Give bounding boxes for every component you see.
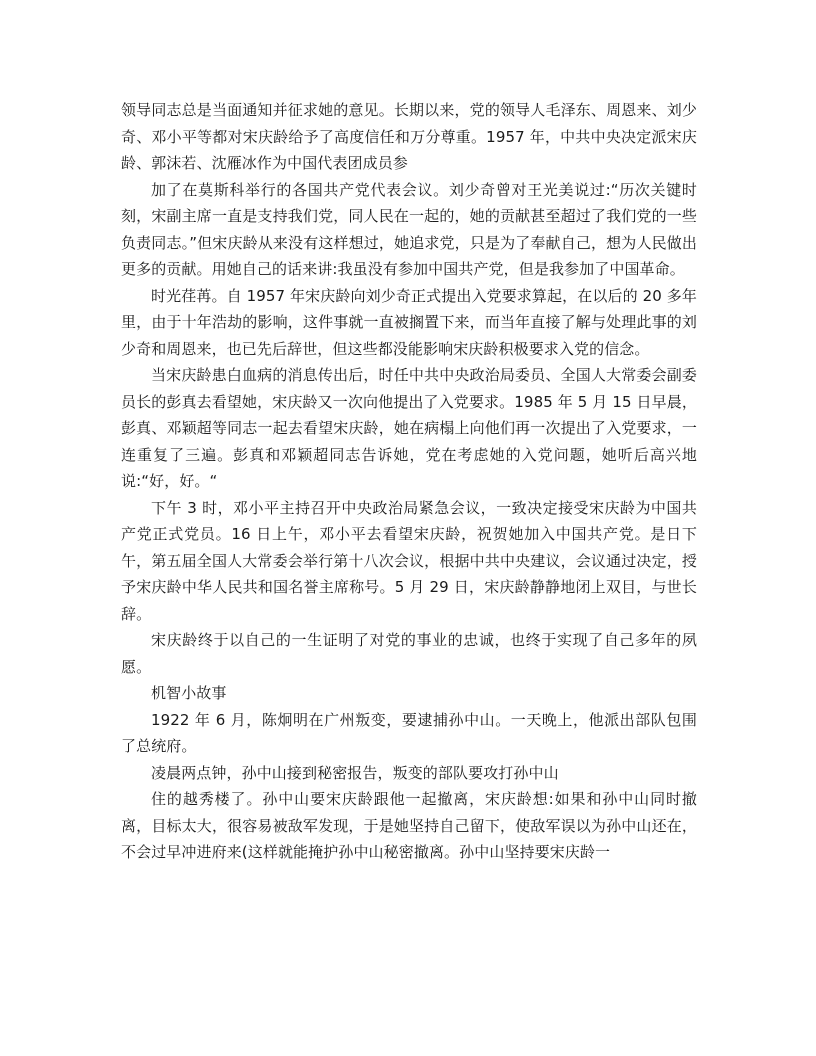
section-heading: 机智小故事 <box>151 684 227 702</box>
paragraph: 加了在莫斯科举行的各国共产党代表会议。刘少奇曾对王光美说过:“历次关键时刻，宋副主席一直是支持我们党，同人民在一起的，她的贡献甚至超过了我们党的一些负责同志。”但宋庆龄从来没有这样想过，她追求党，只是为了奉献自己，想为人民做出更多的贡献。用她自己的话来讲:我虽没有参加中国共产党，但是我参加了中国革命。 <box>121 180 697 278</box>
paragraph: 宋庆龄终于以自己的一生证明了对党的事业的忠诚，也终于实现了自己多年的夙愿。 <box>121 631 697 676</box>
paragraph: 领导同志总是当面通知并征求她的意见。长期以来，党的领导人毛泽东、周恩来、刘少奇、邓小平等都对宋庆龄给予了高度信任和万分尊重。1957 年，中共中央决定派宋庆龄、郭沫若、沈雁冰作为中国代表团成员参 <box>121 101 697 172</box>
paragraph: 凌晨两点钟，孙中山接到秘密报告，叛变的部队要攻打孙中山 <box>151 763 559 782</box>
paragraph: 当宋庆龄患白血病的消息传出后，时任中共中央政治局委员、全国人大常委会副委员长的彭真去看望她，宋庆龄又一次向他提出了入党要求。1985 年 5 月 15 日早晨，彭真、邓颖超等同志一起去看望宋庆龄，她在病榻上向他们再一次提出了入党要求，一连重复了三遍。彭真和邓颖超同志告诉她，党在考虑她的入党问题，她听后高兴地说:“好，好。“ <box>121 366 697 490</box>
paragraph: 下午 3 时，邓小平主持召开中央政治局紧急会议，一致决定接受宋庆龄为中国共产党正式党员。16 日上午，邓小平去看望宋庆龄，祝贺她加入中国共产党。是日下午，第五届全国人大常委会举行第十八次会议，根据中共中央建议，会议通过决定，授予宋庆龄中华人民共和国名誉主席称号。5 月 29 日，宋庆龄静静地闭上双目，与世长辞。 <box>121 498 697 623</box>
document-body <box>121 97 697 866</box>
paragraph: 住的越秀楼了。孙中山要宋庆龄跟他一起撤离，宋庆龄想:如果和孙中山同时撤离，目标太大，很容易被敌军发现，于是她坚持自己留下，使敌军误以为孙中山还在，不会过早冲进府来(这样就能掩护孙中山秘密撤离。孙中山坚持要宋庆龄一 <box>121 790 697 861</box>
paragraph: 时光荏苒。自 1957 年宋庆龄向刘少奇正式提出入党要求算起，在以后的 20 多年里，由于十年浩劫的影响，这件事就一直被搁置下来，而当年直接了解与处理此事的刘少奇和周恩来，也已先后辞世，但这些都没能影响宋庆龄积极要求入党的信念。 <box>121 286 697 358</box>
paragraph: 1922 年 6 月，陈炯明在广州叛变，要逮捕孙中山。一天晚上，他派出部队包围了总统府。 <box>121 710 697 755</box>
